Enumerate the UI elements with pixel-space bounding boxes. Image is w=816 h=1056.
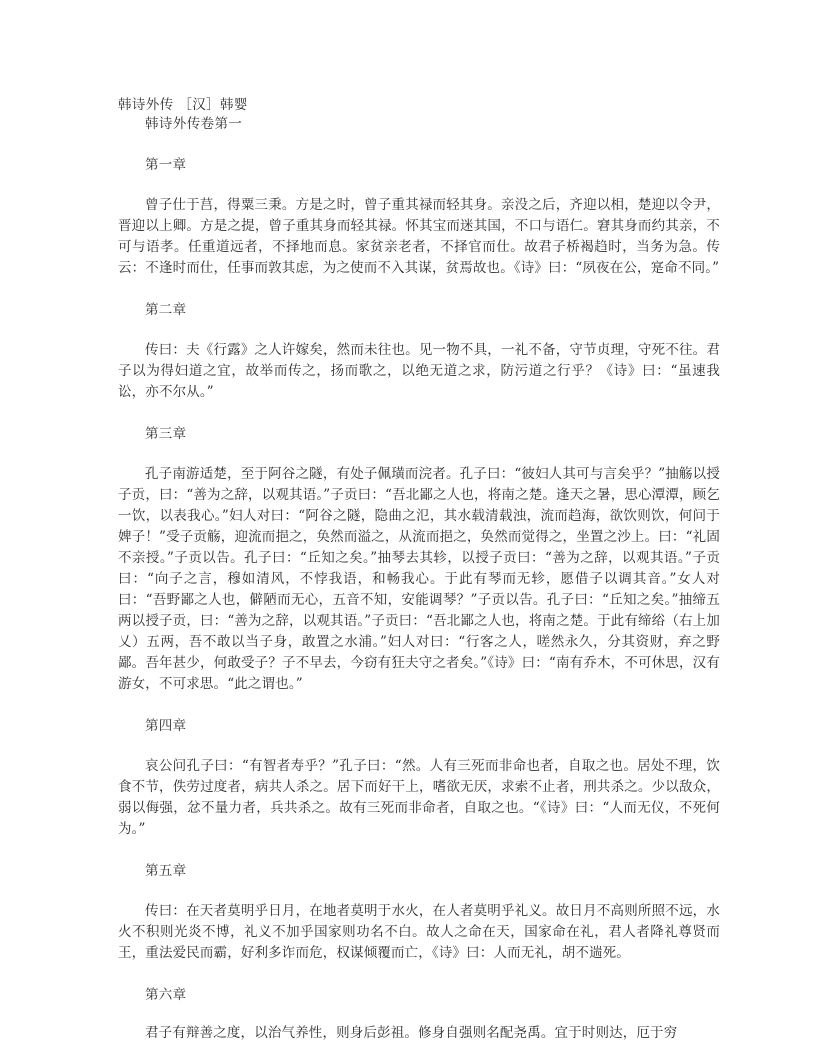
document-volume-line: 韩诗外传卷第一 xyxy=(145,116,243,132)
chapter-heading: 第三章 xyxy=(145,426,187,442)
chapter-section xyxy=(118,301,720,403)
document-body xyxy=(118,96,720,1044)
chapter-section xyxy=(118,425,720,695)
chapter-paragraph: 传曰：夫《行露》之人许嫁矣，然而未往也。见一物不具，一礼不备，守节贞理，守死不往。君子以为得妇道之宜，故举而传之，扬而歌之，以绝无道之求，防污道之行乎？《诗》曰：“虽速我讼，亦不尔从。” xyxy=(118,342,720,400)
chapter-paragraph: 曾子仕于莒，得粟三秉。方是之时，曾子重其禄而轻其身。亲没之后，齐迎以相，楚迎以令尹，晋迎以上卿。方是之提，曾子重其身而轻其禄。怀其宝而迷其国，不口与语仁。窘其身而约其亲，不可与语孝。任重道远者，不择地而息。家贫亲老者，不择官而仕。故君子桥褐趋时，当务为急。传云：不逢时而仕，任事而敦其虑，为之使而不入其谋，贫焉故也。《诗》曰：“夙夜在公，寔命不同。” xyxy=(118,197,720,276)
chapter-heading: 第四章 xyxy=(145,718,187,734)
document-title: 韩诗外传 ［汉］韩婴 xyxy=(118,97,248,113)
chapter-heading: 第五章 xyxy=(145,863,187,879)
chapter-paragraph: 传曰：在天者莫明乎日月，在地者莫明于水火，在人者莫明乎礼义。故日月不高则所照不远，水火不积则光炎不博，礼义不加乎国家则功名不白。故人之命在天，国家命在礼，君人者降礼尊贤而王，重法爱民而霸，好利多诈而危，权谋倾覆而亡，《诗》曰：人而无礼，胡不遄死。 xyxy=(118,903,720,961)
chapter-paragraph: 孔子南游适楚，至于阿谷之隧，有处子佩璜而浣者。孔子曰：“彼妇人其可与言矣乎？”抽觞以授子贡，曰：“善为之辞，以观其语。”子贡曰：“吾北鄙之人也，将南之楚。逢天之暑，思心潭潭，顾乞一饮，以表我心。”妇人对曰：“阿谷之隧，隐曲之氾，其水载清载浊，流而趋海，欲饮则饮，何问于婢子！”受子贡觞，迎流而挹之，奂然而溢之，从流而挹之，奂然而觉得之，坐置之沙上。曰：“礼固不亲授。”子贡以告。孔子曰：“丘知之矣。”抽琴去其轸，以授子贡曰：“善为之辞，以观其语。”子贡曰：“向子之言，穆如清风，不悖我语，和畅我心。于此有琴而无轸，愿借子以调其音。”女人对曰：“吾野鄙之人也，僻陋而无心，五音不知，安能调琴？”子贡以告。孔子曰：“丘知之矣。”抽缔五两以授子贡，曰：“善为之辞，以观其语。”子贡曰：“吾北鄙之人也，将南之楚。于此有缔绤（右上加乂）五两，吾不敢以当子身，敢置之水浦。”妇人对曰：“行客之人，嗟然永久，分其资财，弃之野鄙。吾年甚少，何敢受子？子不早去，今窃有狂夫守之者矣。”《诗》曰：“南有乔木，不可休思，汉有游女，不可求思。“此之谓也。” xyxy=(118,466,720,692)
chapter-heading: 第六章 xyxy=(145,987,187,1003)
chapter-section xyxy=(118,717,720,840)
chapter-section xyxy=(118,862,720,964)
chapter-section xyxy=(118,156,720,279)
chapter-paragraph: 君子有辩善之度，以治气养性，则身后彭祖。修身自强则名配尧禹。宜于时则达，厄于穷 xyxy=(145,1025,678,1041)
chapter-section xyxy=(118,986,720,1044)
chapter-heading: 第一章 xyxy=(145,157,187,173)
chapter-paragraph: 哀公问孔子曰：“有智者寿乎？”孔子曰：“然。人有三死而非命也者，自取之也。居处不理，饮食不节，佚劳过度者，病共人杀之。居下而好干上，嗜欲无厌，求索不止者，刑共杀之。少以敌众，弱以侮强，忿不量力者，兵共杀之。故有三死而非命者，自取之也。“《诗》曰：“人而无仪，不死何为。” xyxy=(118,758,720,837)
chapter-heading: 第二章 xyxy=(145,302,187,318)
